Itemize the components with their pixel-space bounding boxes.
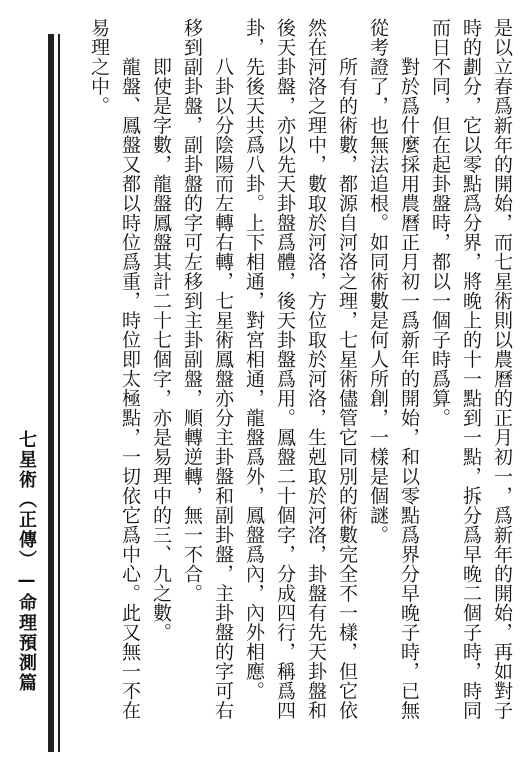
running-head: 七星術（正傳）—命理預測篇: [16, 430, 37, 693]
text-column-4: 對於爲什麼採用農曆正月初一爲新年的開始，和以零點爲界分早晚子時，已無: [398, 18, 420, 720]
text-column-3: 而日不同，但在起卦盤時，都以一個子時爲算。: [429, 18, 451, 428]
text-column-5: 從考證了，也無法追根。如同術數是何人所創，一樣是個謎。: [367, 18, 389, 545]
margin-rule-thin: [58, 34, 60, 752]
text-column-1: 是以立春爲新年的開始，而七星術則以農曆的正月初一，爲新年的開始，再如對子: [491, 18, 513, 720]
text-column-14: 易理之中。: [88, 18, 110, 116]
text-column-10: 八卦以分陰陽而左轉右轉，七星術鳳盤亦分主卦盤和副卦盤，主卦盤的字可右: [212, 18, 234, 720]
text-column-12: 即使是字數，龍盤鳳盤其計二十七個字，亦是易理中的三、九之數。: [150, 18, 172, 642]
body-text: [80, 18, 514, 758]
margin-rule-thick: [48, 34, 54, 752]
text-column-6: 所有的術數，都源自河洛之理，七星術儘管它同別的術數完全不一樣，但它依: [336, 18, 358, 720]
text-column-11: 移到副卦盤，副卦盤的字可左移到主卦副盤，順轉逆轉，無一不合。: [181, 18, 203, 603]
text-column-9: 卦，先後天共爲八卦。上下相通，對宮相通，龍盤爲外，鳳盤爲內，內外相應。: [243, 18, 265, 701]
text-column-2: 時的劃分，它以零點爲分界，將晚上的十一點到一點，拆分爲早晚二個子時，時同: [460, 18, 482, 720]
text-column-13: 龍盤、鳳盤又都以時位爲重，時位即太極點，一切依它爲中心。此又無一不在: [119, 18, 141, 720]
text-column-8: 後天卦盤，亦以先天卦盤爲體，後天卦盤爲用。鳳盤二十個字，分成四行，稱爲四: [274, 18, 296, 720]
text-column-7: 然在河洛之理中，數取於河洛，方位取於河洛，生剋取於河洛，卦盤有先天卦盤和: [305, 18, 327, 720]
